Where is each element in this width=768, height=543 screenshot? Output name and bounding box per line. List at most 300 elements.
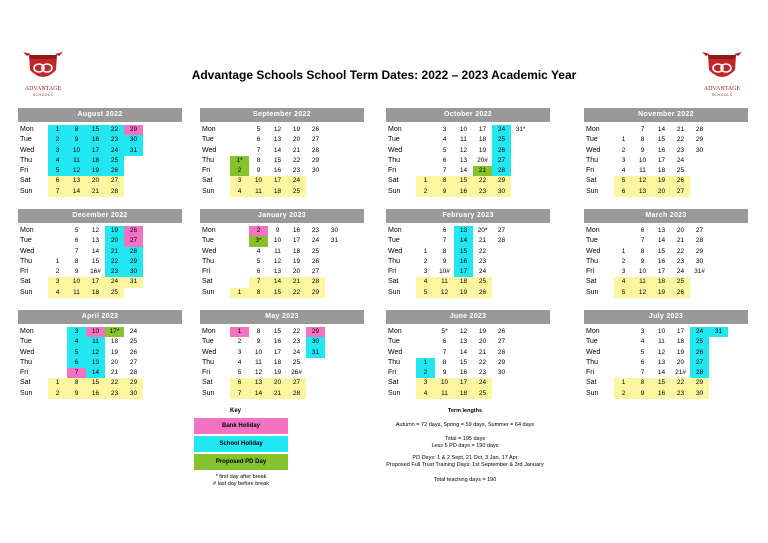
week-row <box>584 226 748 236</box>
date-cell: 22 <box>287 288 306 298</box>
date-cell <box>492 257 511 267</box>
date-cell: 16 <box>652 389 671 399</box>
date-cell: 17 <box>657 268 666 276</box>
date-cell: 23 <box>292 338 301 346</box>
date-cell: 28 <box>492 166 511 176</box>
day-label: Tue <box>202 338 214 346</box>
date-cell: 19 <box>478 328 487 335</box>
week-row <box>386 337 550 347</box>
date-cell <box>230 247 249 257</box>
day-label: Sat <box>20 379 31 387</box>
day-label: Wed <box>202 348 217 356</box>
date-cell: 23 <box>478 257 487 265</box>
date-cell: 13 <box>249 378 268 388</box>
date-cell: 9 <box>67 389 86 399</box>
date-cell: 11 <box>460 136 467 144</box>
date-cell: 6 <box>640 227 645 234</box>
date-cell: 18 <box>273 358 282 366</box>
date-cell: 21# <box>675 369 686 377</box>
date-cell: 14 <box>657 237 666 245</box>
date-cell: 12 <box>273 257 282 265</box>
month-header: April 2023 <box>18 310 182 324</box>
date-cell: 23 <box>105 389 124 399</box>
date-cell: 14 <box>657 369 666 377</box>
date-cell: 2 <box>416 187 435 197</box>
date-cell: 26 <box>105 166 124 176</box>
date-cell: 22 <box>292 328 301 335</box>
date-cell: 19 <box>273 369 282 377</box>
date-cell: 29 <box>124 125 143 135</box>
date-cell <box>690 187 709 197</box>
day-label: Tue <box>20 338 32 346</box>
date-cell <box>48 358 67 368</box>
date-cell: 24 <box>129 328 138 335</box>
date-cell: 2 <box>621 257 626 265</box>
date-cell: 30 <box>311 167 320 175</box>
date-cell: 24 <box>690 327 709 337</box>
week-row <box>386 176 550 186</box>
date-cell: 2 <box>423 257 428 265</box>
date-cell: 10 <box>273 237 282 245</box>
date-cell: 4 <box>416 277 435 287</box>
date-cell <box>614 358 633 368</box>
date-cell <box>416 166 435 176</box>
date-cell <box>306 368 325 378</box>
date-cell <box>306 187 325 197</box>
date-cell: 8 <box>256 156 261 164</box>
week-row <box>584 358 748 368</box>
date-cell: 9 <box>633 389 652 399</box>
date-cell <box>124 176 143 186</box>
date-cell: 28 <box>105 187 124 197</box>
date-cell: 29 <box>690 378 709 388</box>
date-cell: 19 <box>652 288 671 298</box>
day-label: Wed <box>586 146 601 154</box>
date-cell: 13 <box>273 268 282 276</box>
date-cell: 10 <box>435 378 454 388</box>
date-cell <box>48 368 67 378</box>
date-cell: 9 <box>640 146 645 154</box>
week-row <box>18 327 182 337</box>
date-cell: 10 <box>67 277 86 287</box>
date-cell: 22 <box>105 378 124 388</box>
date-cell: 15 <box>268 288 287 298</box>
pd-days: PD Days: 1 & 2 Sept, 21 Oct, 3 Jan, 17 Apr <box>412 455 518 461</box>
day-label: Mon <box>202 126 216 133</box>
date-cell: 12 <box>273 126 282 133</box>
date-cell: 27 <box>695 227 704 234</box>
date-cell: 11 <box>249 187 268 197</box>
week-row <box>18 288 182 298</box>
date-cell: 27 <box>311 136 320 144</box>
date-cell: 16 <box>454 257 473 267</box>
date-cell <box>614 125 633 135</box>
day-label: Wed <box>20 348 35 356</box>
week-row <box>200 358 364 368</box>
date-cell: 8 <box>67 125 86 135</box>
date-cell: 4 <box>48 156 67 166</box>
week-row <box>386 236 550 246</box>
date-cell: 23 <box>676 257 685 265</box>
date-cell: 24 <box>473 378 492 388</box>
date-cell: 12 <box>435 288 454 298</box>
date-cell <box>416 226 435 236</box>
date-cell: 11 <box>86 337 105 347</box>
date-cell: 9 <box>256 167 261 175</box>
date-cell: 10 <box>657 328 666 335</box>
day-label: Thu <box>202 358 215 366</box>
date-cell: 15 <box>459 358 468 366</box>
date-cell: 6 <box>442 156 447 164</box>
day-label: Tue <box>202 136 214 144</box>
date-cell: 9 <box>442 257 447 265</box>
date-cell: 29 <box>311 156 320 164</box>
month-block <box>386 108 550 193</box>
month-block <box>584 310 748 395</box>
date-cell: 14 <box>91 247 100 255</box>
week-row <box>18 156 182 166</box>
month-header: March 2023 <box>584 209 748 223</box>
date-cell: 17 <box>478 126 487 133</box>
date-cell: 9 <box>442 369 447 377</box>
day-label: Thu <box>202 156 215 164</box>
day-label: Wed <box>388 348 403 356</box>
date-cell: 20# <box>477 156 488 164</box>
date-cell: 27 <box>671 187 690 197</box>
month-header: September 2022 <box>200 108 364 122</box>
day-label: Sat <box>202 379 213 387</box>
date-cell <box>124 166 143 176</box>
date-cell <box>690 166 709 176</box>
date-cell: 4 <box>67 337 86 347</box>
date-cell: 6 <box>67 358 86 368</box>
day-label: Fri <box>202 268 211 276</box>
date-cell <box>124 156 143 166</box>
week-row <box>200 135 364 145</box>
date-cell: 7 <box>249 277 268 287</box>
month-block <box>200 310 364 395</box>
date-cell: 18 <box>86 156 105 166</box>
date-cell: 9 <box>256 338 261 346</box>
date-cell: 18 <box>292 247 301 255</box>
key-school-holiday: School Holiday <box>194 436 288 452</box>
date-cell: 30 <box>124 267 143 277</box>
date-cell: 24 <box>478 268 487 276</box>
date-cell: 21 <box>105 247 124 257</box>
day-label: Tue <box>388 237 400 245</box>
week-row <box>584 327 748 337</box>
date-cell <box>48 236 67 246</box>
date-cell: 7 <box>48 187 67 197</box>
date-cell: 3 <box>230 176 249 186</box>
date-cell: 6 <box>74 237 79 245</box>
week-row <box>200 187 364 197</box>
date-cell: 29 <box>497 358 506 366</box>
date-cell: 15 <box>657 136 666 144</box>
date-cell: 2 <box>55 268 60 276</box>
date-cell <box>416 146 435 156</box>
total-teaching-days: Total teaching days = 190 <box>433 477 497 483</box>
date-cell: 29 <box>306 288 325 298</box>
date-cell: 19 <box>110 348 119 356</box>
date-cell: 8 <box>256 328 261 335</box>
date-cell: 12 <box>657 348 666 356</box>
date-cell: 25 <box>292 358 301 366</box>
date-cell: 27 <box>497 338 506 346</box>
date-cell: 12 <box>633 176 652 186</box>
day-label: Mon <box>586 328 600 335</box>
date-cell: 21 <box>268 389 287 399</box>
day-label: Mon <box>388 126 402 133</box>
date-cell <box>614 368 633 378</box>
date-cell: 10 <box>254 348 263 356</box>
date-cell: 2 <box>416 368 435 378</box>
date-cell: 20 <box>292 136 301 144</box>
date-cell: 24 <box>676 156 685 164</box>
date-cell: 5 <box>614 176 633 186</box>
day-label: Sat <box>202 278 213 286</box>
day-label: Sat <box>388 278 399 286</box>
date-cell: 29 <box>695 136 704 144</box>
date-cell <box>416 156 435 166</box>
day-label: Wed <box>586 348 601 356</box>
month-block <box>584 209 748 294</box>
date-cell <box>690 156 709 166</box>
date-cell: 26 <box>671 288 690 298</box>
date-cell: 3 <box>442 126 447 133</box>
date-cell <box>230 267 249 277</box>
week-row <box>200 267 364 277</box>
week-row <box>584 125 748 135</box>
date-cell <box>614 337 633 347</box>
day-label: Mon <box>202 328 216 335</box>
day-label: Wed <box>388 247 403 255</box>
date-cell <box>416 125 435 135</box>
date-cell: 22 <box>478 358 487 366</box>
date-cell: 9 <box>435 187 454 197</box>
week-row <box>200 337 364 347</box>
date-cell: 8 <box>633 378 652 388</box>
week-row <box>18 277 182 287</box>
date-cell: 21 <box>676 237 685 245</box>
date-cell: 26 <box>690 348 709 358</box>
date-cell: 1 <box>230 327 249 337</box>
date-cell: 15 <box>86 378 105 388</box>
date-cell: 18 <box>110 338 119 346</box>
date-cell <box>709 358 728 368</box>
date-cell: 23 <box>478 369 487 377</box>
day-label: Wed <box>20 247 35 255</box>
date-cell: 18 <box>657 167 666 175</box>
date-cell <box>325 288 344 298</box>
week-row <box>584 257 748 267</box>
date-cell <box>690 277 709 287</box>
date-cell: 20 <box>105 236 124 246</box>
date-cell: 11 <box>658 338 665 346</box>
date-cell: 21 <box>110 369 119 377</box>
date-cell <box>511 135 530 145</box>
date-cell: 10 <box>249 176 268 186</box>
date-cell <box>48 348 67 358</box>
day-label: Wed <box>388 146 403 154</box>
date-cell: 17 <box>292 237 301 245</box>
date-cell: 16 <box>657 146 666 154</box>
date-cell: 1 <box>416 176 435 186</box>
date-cell: 3 <box>621 156 626 164</box>
week-row <box>18 358 182 368</box>
week-row <box>200 247 364 257</box>
date-cell: 17 <box>86 277 105 287</box>
key-title: Key <box>230 408 242 414</box>
date-cell: 26 <box>492 146 511 156</box>
date-cell: 30 <box>690 389 709 399</box>
date-cell: 14 <box>657 126 666 133</box>
date-cell <box>709 368 728 378</box>
date-cell <box>511 176 530 186</box>
date-cell <box>230 236 249 246</box>
day-label: Fri <box>20 268 29 276</box>
date-cell: 3 <box>48 277 67 287</box>
date-cell <box>492 288 511 298</box>
date-cell <box>492 277 511 287</box>
date-cell: 9 <box>67 135 86 145</box>
page-title: Advantage Schools School Term Dates: 2022 – 2023 Academic Year <box>191 68 577 82</box>
date-cell: 21 <box>86 187 105 197</box>
week-row <box>584 156 748 166</box>
date-cell: 11 <box>67 156 86 166</box>
date-cell: 1 <box>423 247 428 255</box>
week-row <box>584 166 748 176</box>
month-header: August 2022 <box>18 108 182 122</box>
week-row <box>386 257 550 267</box>
day-label: Fri <box>586 268 595 276</box>
month-header: October 2022 <box>386 108 550 122</box>
date-cell: 15 <box>454 176 473 186</box>
date-cell: 25 <box>671 277 690 287</box>
date-cell: 21 <box>478 237 487 245</box>
date-cell: 25 <box>676 167 685 175</box>
date-cell: 28 <box>695 126 704 133</box>
date-cell: 1 <box>416 358 435 368</box>
week-row <box>200 166 364 176</box>
week-row <box>18 226 182 236</box>
week-row <box>584 187 748 197</box>
date-cell: 5 <box>256 257 261 265</box>
date-cell: 30 <box>492 187 511 197</box>
date-cell <box>614 236 633 246</box>
key-note-first-day: * first day after break <box>215 474 267 480</box>
date-cell: 22 <box>671 378 690 388</box>
date-cell: 20 <box>676 227 685 234</box>
date-cell: 16 <box>657 257 666 265</box>
week-row <box>584 378 748 388</box>
date-cell: 11 <box>639 167 646 175</box>
day-label: Tue <box>586 338 598 346</box>
week-row <box>584 247 748 257</box>
date-cell: 6 <box>256 268 261 276</box>
week-row <box>386 226 550 236</box>
week-row <box>386 277 550 287</box>
month-header: November 2022 <box>584 108 748 122</box>
date-cell: 22 <box>676 247 685 255</box>
date-cell: 13 <box>633 187 652 197</box>
date-cell: 15 <box>454 247 473 257</box>
week-row <box>584 135 748 145</box>
date-cell: 28 <box>695 237 704 245</box>
week-row <box>200 176 364 186</box>
date-cell: 24 <box>311 237 320 245</box>
date-cell: 3* <box>249 236 268 246</box>
month-block <box>200 209 364 294</box>
date-cell: 25 <box>129 338 138 346</box>
month-block <box>200 108 364 193</box>
date-cell: 5 <box>256 126 261 133</box>
date-cell: 25 <box>473 389 492 399</box>
date-cell: 4 <box>48 288 67 298</box>
date-cell: 21 <box>287 277 306 287</box>
date-cell: 24 <box>292 348 301 356</box>
day-label: Thu <box>388 358 401 366</box>
date-cell <box>230 257 249 267</box>
week-row <box>200 389 364 399</box>
day-label: Sun <box>388 187 401 195</box>
date-cell <box>325 277 344 287</box>
date-cell: 5 <box>416 288 435 298</box>
date-cell: 12 <box>254 369 263 377</box>
date-cell: 3 <box>67 327 86 337</box>
week-row <box>18 236 182 246</box>
day-label: Sun <box>20 288 33 296</box>
date-cell <box>48 327 67 337</box>
date-cell: 31* <box>515 126 526 133</box>
date-cell <box>492 389 511 399</box>
day-label: Mon <box>586 126 600 133</box>
date-cell: 17 <box>454 378 473 388</box>
date-cell: 9 <box>74 268 79 276</box>
date-cell: 26 <box>311 257 320 265</box>
date-cell <box>709 389 728 399</box>
date-cell: 29 <box>695 247 704 255</box>
date-cell: 10 <box>86 327 105 337</box>
date-cell: 13 <box>91 237 100 245</box>
date-cell: 18 <box>478 136 487 144</box>
day-label: Mon <box>388 328 402 335</box>
date-cell: 25 <box>690 337 709 347</box>
week-row <box>18 337 182 347</box>
date-cell: 14 <box>273 146 282 154</box>
day-label: Thu <box>20 156 33 164</box>
week-row <box>584 146 748 156</box>
logo-subtext: SCHOOLS <box>711 93 733 97</box>
term-less-pd: Less 5 PD days = 190 days <box>431 443 499 449</box>
week-row <box>200 288 364 298</box>
date-cell: 7 <box>640 237 645 245</box>
date-cell: 6 <box>230 378 249 388</box>
week-row <box>386 166 550 176</box>
week-row <box>386 327 550 337</box>
day-label: Tue <box>586 237 598 245</box>
date-cell <box>124 288 143 298</box>
date-cell: 10# <box>439 268 450 276</box>
date-cell: 8 <box>67 378 86 388</box>
day-label: Thu <box>388 156 401 164</box>
week-row <box>200 156 364 166</box>
date-cell: 12 <box>459 328 468 335</box>
date-cell: 28 <box>124 247 143 257</box>
date-cell: 15 <box>86 125 105 135</box>
date-cell: 28 <box>287 389 306 399</box>
date-cell: 8 <box>435 176 454 186</box>
